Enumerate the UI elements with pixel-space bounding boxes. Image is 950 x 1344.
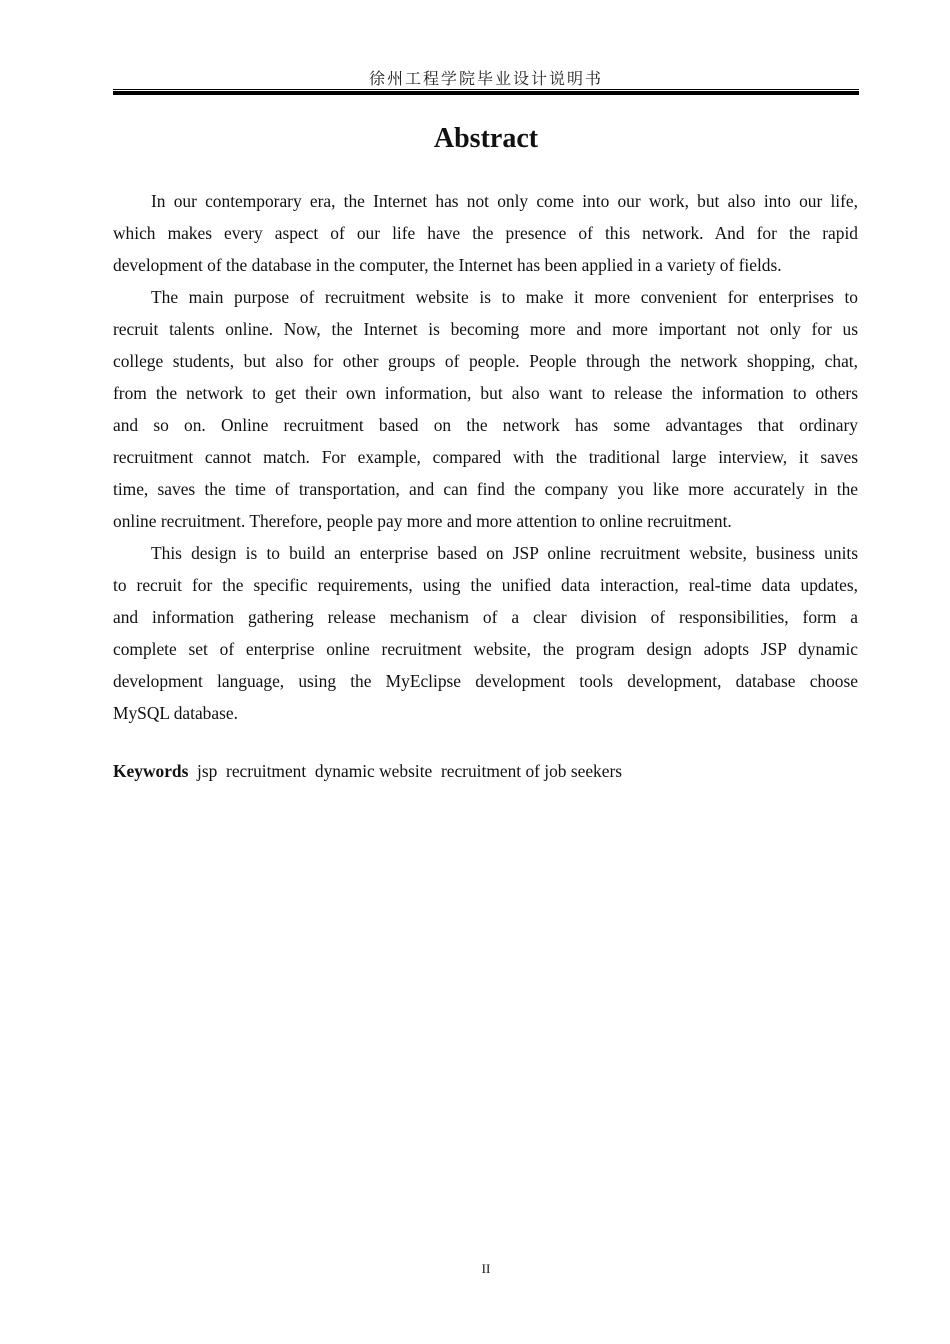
keywords-label: Keywords: [113, 761, 189, 781]
page-number: II: [481, 1261, 491, 1276]
keywords-line: [113, 761, 622, 782]
paragraph: [113, 185, 858, 281]
paragraph-line: MySQL database.: [113, 703, 238, 723]
paragraph-line: to recruit for the specific requirements, using the unified data interaction, real-time data updates,: [113, 575, 858, 595]
abstract-body: [113, 185, 858, 729]
paragraph-line: which makes every aspect of our life have the presence of this network. And for the rapid: [113, 223, 858, 243]
paragraph-line: and information gathering release mechanism of a clear division of responsibilities, form a: [113, 607, 858, 627]
paragraph-line: development of the database in the computer, the Internet has been applied in a variety of fields.: [113, 255, 782, 275]
paragraph-line: This design is to build an enterprise based on JSP online recruitment website, business units: [151, 543, 858, 563]
paragraph-line: time, saves the time of transportation, and can find the company you like more accurately in the: [113, 479, 858, 499]
paragraph-line: recruit talents online. Now, the Internet is becoming more and more important not only for us: [113, 319, 858, 339]
paragraph-line: The main purpose of recruitment website is to make it more convenient for enterprises to: [151, 287, 858, 307]
paragraph-line: In our contemporary era, the Internet has not only come into our work, but also into our life,: [151, 191, 858, 211]
paragraph-line: college students, but also for other groups of people. People through the network shopping, chat,: [113, 351, 858, 371]
paragraph: [113, 281, 858, 537]
paragraph-line: development language, using the MyEclipse development tools development, database choose: [113, 671, 858, 691]
paragraph-line: complete set of enterprise online recruitment website, the program design adopts JSP dynamic: [113, 639, 858, 659]
abstract-title: Abstract: [433, 123, 539, 154]
page-header: 徐州工程学院毕业设计说明书: [368, 69, 603, 88]
paragraph: [113, 537, 858, 729]
keywords-text: jsp recruitment dynamic website recruitment of job seekers: [188, 761, 623, 781]
paragraph-line: recruitment cannot match. For example, compared with the traditional large interview, it saves: [113, 447, 858, 467]
header-rule-thick: [113, 91, 859, 95]
paragraph-line: and so on. Online recruitment based on the network has some advantages that ordinary: [113, 415, 858, 435]
paragraph-line: online recruitment. Therefore, people pay more and more attention to online recruitment.: [113, 511, 732, 531]
header-rule-thin: [113, 89, 859, 90]
paragraph-line: from the network to get their own information, but also want to release the information to others: [113, 383, 858, 403]
